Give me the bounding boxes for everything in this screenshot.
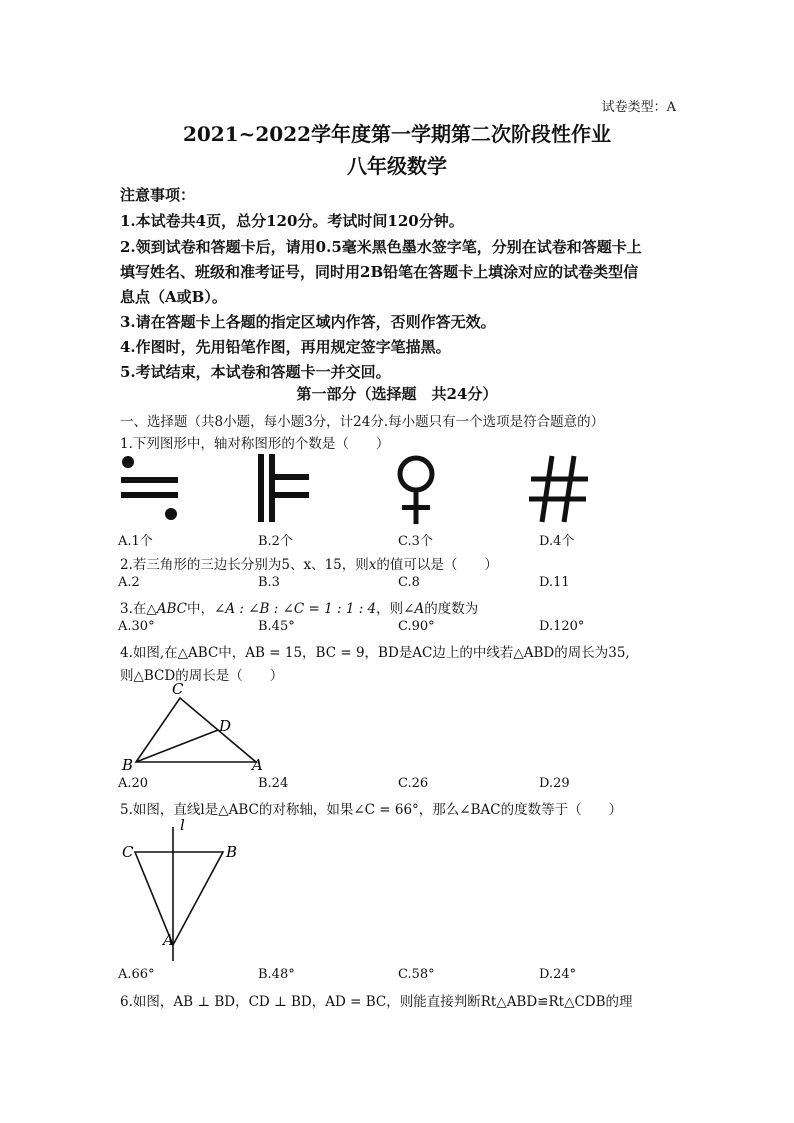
female-symbol-figure [392,454,440,526]
question-5-option-b[interactable]: B.48° [258,967,295,982]
isosceles-triangle-symmetry-axis-figure [118,815,243,965]
question-5-option-d[interactable]: D.24° [539,967,577,982]
exam-subject: 八年级数学 [347,154,447,178]
parallel-bar-symbol-figure [256,454,312,524]
question-1-option-c[interactable]: C.3个 [398,534,433,549]
question-4-option-b[interactable]: B.24 [258,776,289,791]
triangle-abc-median-figure [118,680,268,772]
question-4-stem-line-2: 则△BCD的周长是（ ） [120,668,284,684]
notice-item: 5.考试结束，本试卷和答题卡一并交回。 [120,363,391,381]
approx-equal-symbol-figure [118,452,183,524]
question-4-option-c[interactable]: C.26 [398,776,429,791]
figure-label-b: B [226,843,238,861]
question-5-option-c[interactable]: C.58° [398,967,435,982]
question-5-option-a[interactable]: A.66° [118,967,155,982]
question-2-option-b[interactable]: B.3 [258,575,280,590]
question-4-stem-line-1: 4.如图,在△ABC中，AB = 15，BC = 9，BD是AC边上的中线若△ABD的周长为35, [120,645,630,661]
question-5-stem: 5.如图，直线l是△ABC的对称轴，如果∠C = 66°，那么∠BAC的度数等于（ ） [120,802,623,818]
notice-item: 2.领到试卷和答题卡后，请用0.5毫米黑色墨水签字笔，分别在试卷和答题卡上 [120,238,642,256]
question-1-stem: 1.下列图形中，轴对称图形的个数是（ ） [120,436,390,452]
question-6-stem: 6.如图，AB ⊥ BD，CD ⊥ BD，AD = BC，则能直接判断Rt△ABD≌Rt△CDB的理 [120,994,633,1010]
question-1-option-d[interactable]: D.4个 [539,534,575,549]
question-3-option-b[interactable]: B.45° [258,619,295,634]
question-2-option-a[interactable]: A.2 [118,575,140,590]
question-2-option-c[interactable]: C.8 [398,575,420,590]
exam-title: 2021~2022学年度第一学期第二次阶段性作业 [182,122,612,146]
notice-item: 4.作图时，先用铅笔作图，再用规定签字笔描黑。 [120,338,451,356]
question-1-option-b[interactable]: B.2个 [258,534,293,549]
figure-label-b: B [122,756,134,774]
figure-label-a: A [163,931,174,949]
notice-item: 填写姓名、班级和准考证号，同时用2B铅笔在答题卡上填涂对应的试卷类型信 [120,263,639,281]
notice-item: 3.请在答题卡上各题的指定区域内作答，否则作答无效。 [120,313,496,331]
question-3-stem: 3.在△ABC中，∠A : ∠B : ∠C = 1 : 1 : 4，则∠A的度数为 [120,601,479,617]
question-1-option-a[interactable]: A.1个 [118,534,153,549]
section-title: 第一部分（选择题 共24分） [296,385,498,403]
question-4-option-a[interactable]: A.20 [118,776,149,791]
paper-type-label: 试卷类型：A [601,100,676,115]
section-instructions: 一、选择题（共8小题，每小题3分，计24分.每小题只有一个选项是符合题意的） [120,414,605,430]
figure-label-c: C [172,680,184,698]
hash-symbol-figure [526,454,592,524]
question-4-option-d[interactable]: D.29 [539,776,570,791]
figure-label-l: l [180,816,185,834]
notice-heading: 注意事项： [120,186,196,204]
notice-item: 1.本试卷共4页，总分120分。考试时间120分钟。 [120,212,464,230]
question-3-option-a[interactable]: A.30° [118,619,155,634]
figure-label-a: A [252,756,263,774]
question-3-option-c[interactable]: C.90° [398,619,435,634]
question-2-option-d[interactable]: D.11 [539,575,570,590]
question-2-stem: 2.若三角形的三边长分别为5、x、15，则x的值可以是（ ） [120,557,498,573]
figure-label-d: D [219,717,232,735]
question-3-option-d[interactable]: D.120° [539,619,585,634]
notice-item: 息点（A或B）。 [120,288,227,306]
figure-label-c: C [122,843,134,861]
